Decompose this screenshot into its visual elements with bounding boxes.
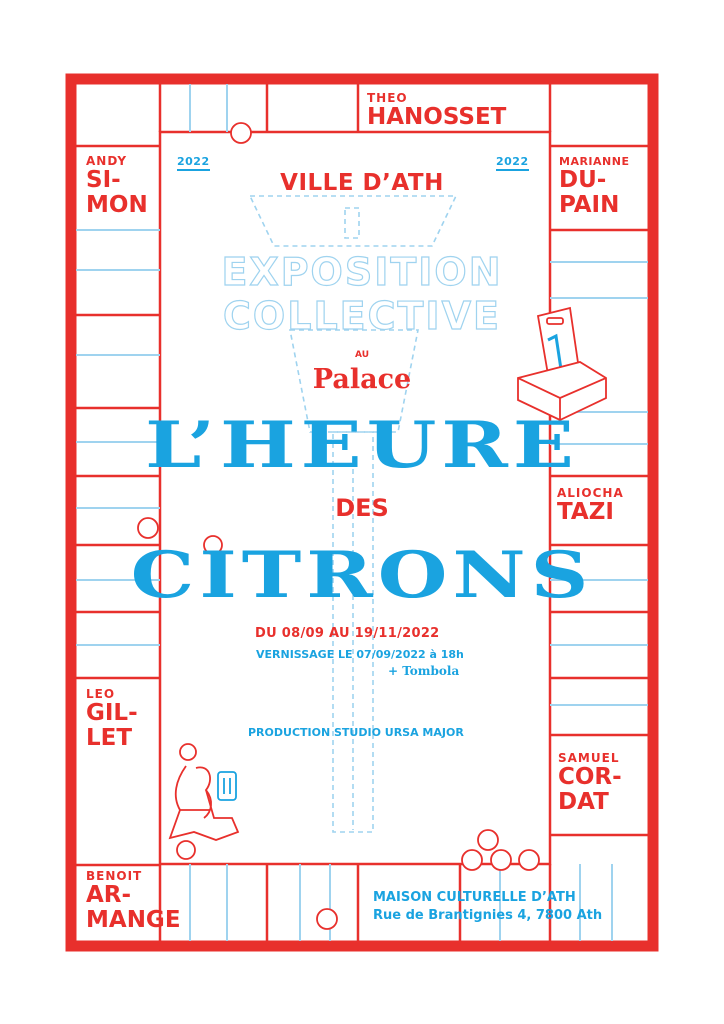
artist-samuel-last-1: COR- [558,764,622,790]
address-place: MAISON CULTURELLE D’ATH [373,890,576,905]
artist-benoit-last-1: AR- [86,882,132,908]
tombola-label: + Tombola [388,664,460,678]
artist-andy-first: ANDY [86,154,128,168]
artist-aliocha [557,487,624,525]
city-title: VILLE D’ATH [280,170,444,196]
artist-theo [367,92,506,130]
title-line2: CITRONS [130,538,594,613]
artist-samuel-first: SAMUEL [558,751,620,765]
artist-benoit [86,870,181,933]
artist-theo-last: HANOSSET [367,104,507,130]
left-column [76,146,160,865]
artist-marianne-last-1: DU- [559,167,607,193]
artist-andy-last-1: SI- [86,167,121,193]
exposition-line1: EXPOSITION [221,250,503,294]
year-left: 2022 [177,155,210,171]
artist-leo-last-2: LET [86,725,133,751]
artist-marianne [559,155,629,218]
artist-aliocha-first: ALIOCHA [557,486,624,500]
artist-marianne-last-2: PAIN [559,192,620,218]
artist-leo [86,688,138,751]
exhibition-dates: DU 08/09 AU 19/11/2022 [255,626,440,641]
title-des: DES [335,494,389,522]
artist-theo-first: THEO [367,91,408,105]
artist-samuel [558,752,622,815]
artist-andy-last-2: MON [86,192,148,218]
artist-marianne-first: MARIANNE [559,155,630,168]
artist-samuel-last-2: DAT [558,789,609,815]
year-right: 2022 [496,155,529,171]
au-label: AU [355,350,369,360]
figure-icon [170,744,238,840]
artist-benoit-first: BENOIT [86,869,143,883]
production-credit: PRODUCTION STUDIO URSA MAJOR [248,726,464,739]
artist-benoit-last-2: MANGE [86,907,181,933]
artist-aliocha-last: TAZI [557,499,614,525]
exposition-line2: COLLECTIVE [223,294,501,338]
top-row-blue [190,84,227,132]
balls-icon [138,123,539,929]
venue-name: Palace [312,364,412,395]
vernissage-info: VERNISSAGE LE 07/09/2022 à 18h [256,648,464,661]
title-line1: L’HEURE [145,408,579,483]
artist-leo-first: LEO [86,687,116,701]
artist-leo-last-1: GIL- [86,700,138,726]
artist-andy [86,155,148,218]
address-street: Rue de Brantignies 4, 7800 Ath [373,908,603,923]
